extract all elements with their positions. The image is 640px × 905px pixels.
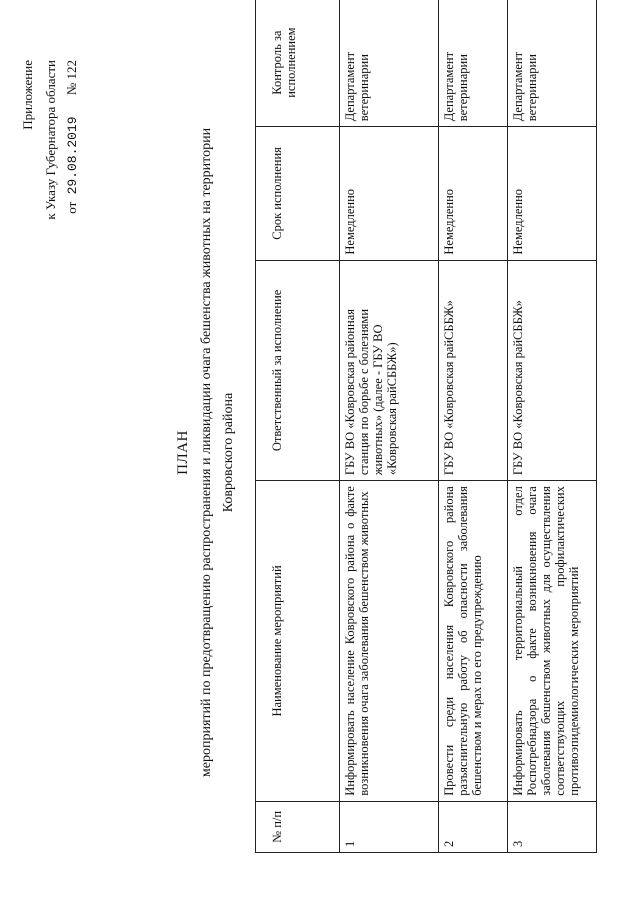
plan-subtitle: мероприятий по предотвращению распространения и ликвидации очага бешенства животных на территории: [199, 127, 214, 778]
annex-label: Приложение: [20, 60, 35, 130]
row-control: Департамент ветеринарии: [508, 0, 597, 127]
plan-subtitle-district: Ковровского района: [221, 392, 236, 513]
annex-date: 29.08.2019: [65, 116, 80, 195]
annex-date-line: [64, 60, 80, 214]
table-row: [508, 0, 597, 853]
row-control: Департамент ветеринарии: [439, 0, 508, 127]
annex-number: № 122: [64, 60, 79, 96]
row-name: Провести среди населения Ковровского района разъяснительную работу об опасности заболевания бешенством и мерах по его предупреждению: [439, 481, 508, 802]
table-row: [340, 0, 439, 853]
table-row: [439, 0, 508, 853]
table-header-row: [256, 0, 340, 853]
row-deadline: Немедленно: [508, 127, 597, 260]
row-num: 3: [508, 801, 597, 852]
header-deadline: Срок исполнения: [256, 127, 340, 260]
row-responsible: ГБУ ВО «Ковровская райСББЖ»: [439, 260, 508, 481]
annex-decree: к Указу Губернатора области: [43, 60, 58, 220]
date-prefix: от: [64, 201, 79, 214]
plan-title: ПЛАН: [175, 430, 191, 475]
row-num: 1: [340, 801, 439, 852]
header-control: Контроль за исполнением: [256, 0, 340, 127]
header-num: № п/п: [256, 801, 340, 852]
row-name: Информировать население Ковровского района о факте возникновения очага заболевания бешенством животных: [340, 481, 439, 802]
row-responsible: ГБУ ВО «Ковровская райСББЖ»: [508, 260, 597, 481]
plan-table: [255, 0, 597, 853]
row-num: 2: [439, 801, 508, 852]
row-control: Департамент ветеринарии: [340, 0, 439, 127]
row-name: Информировать территориальный отдел Роспотребнадзора о факте возникновения очага заболевания бешенством животных для осуществления соответствующих профилактических противоэпидемиологических мероприятий: [508, 481, 597, 802]
header-responsible: Ответственный за исполнение: [256, 260, 340, 481]
row-responsible: ГБУ ВО «Ковровская районная станция по борьбе с болезнями животных» (далее - ГБУ ВО «Ковровская райСББЖ»): [340, 260, 439, 481]
header-name: Наименование мероприятий: [256, 481, 340, 802]
row-deadline: Немедленно: [340, 127, 439, 260]
row-deadline: Немедленно: [439, 127, 508, 260]
